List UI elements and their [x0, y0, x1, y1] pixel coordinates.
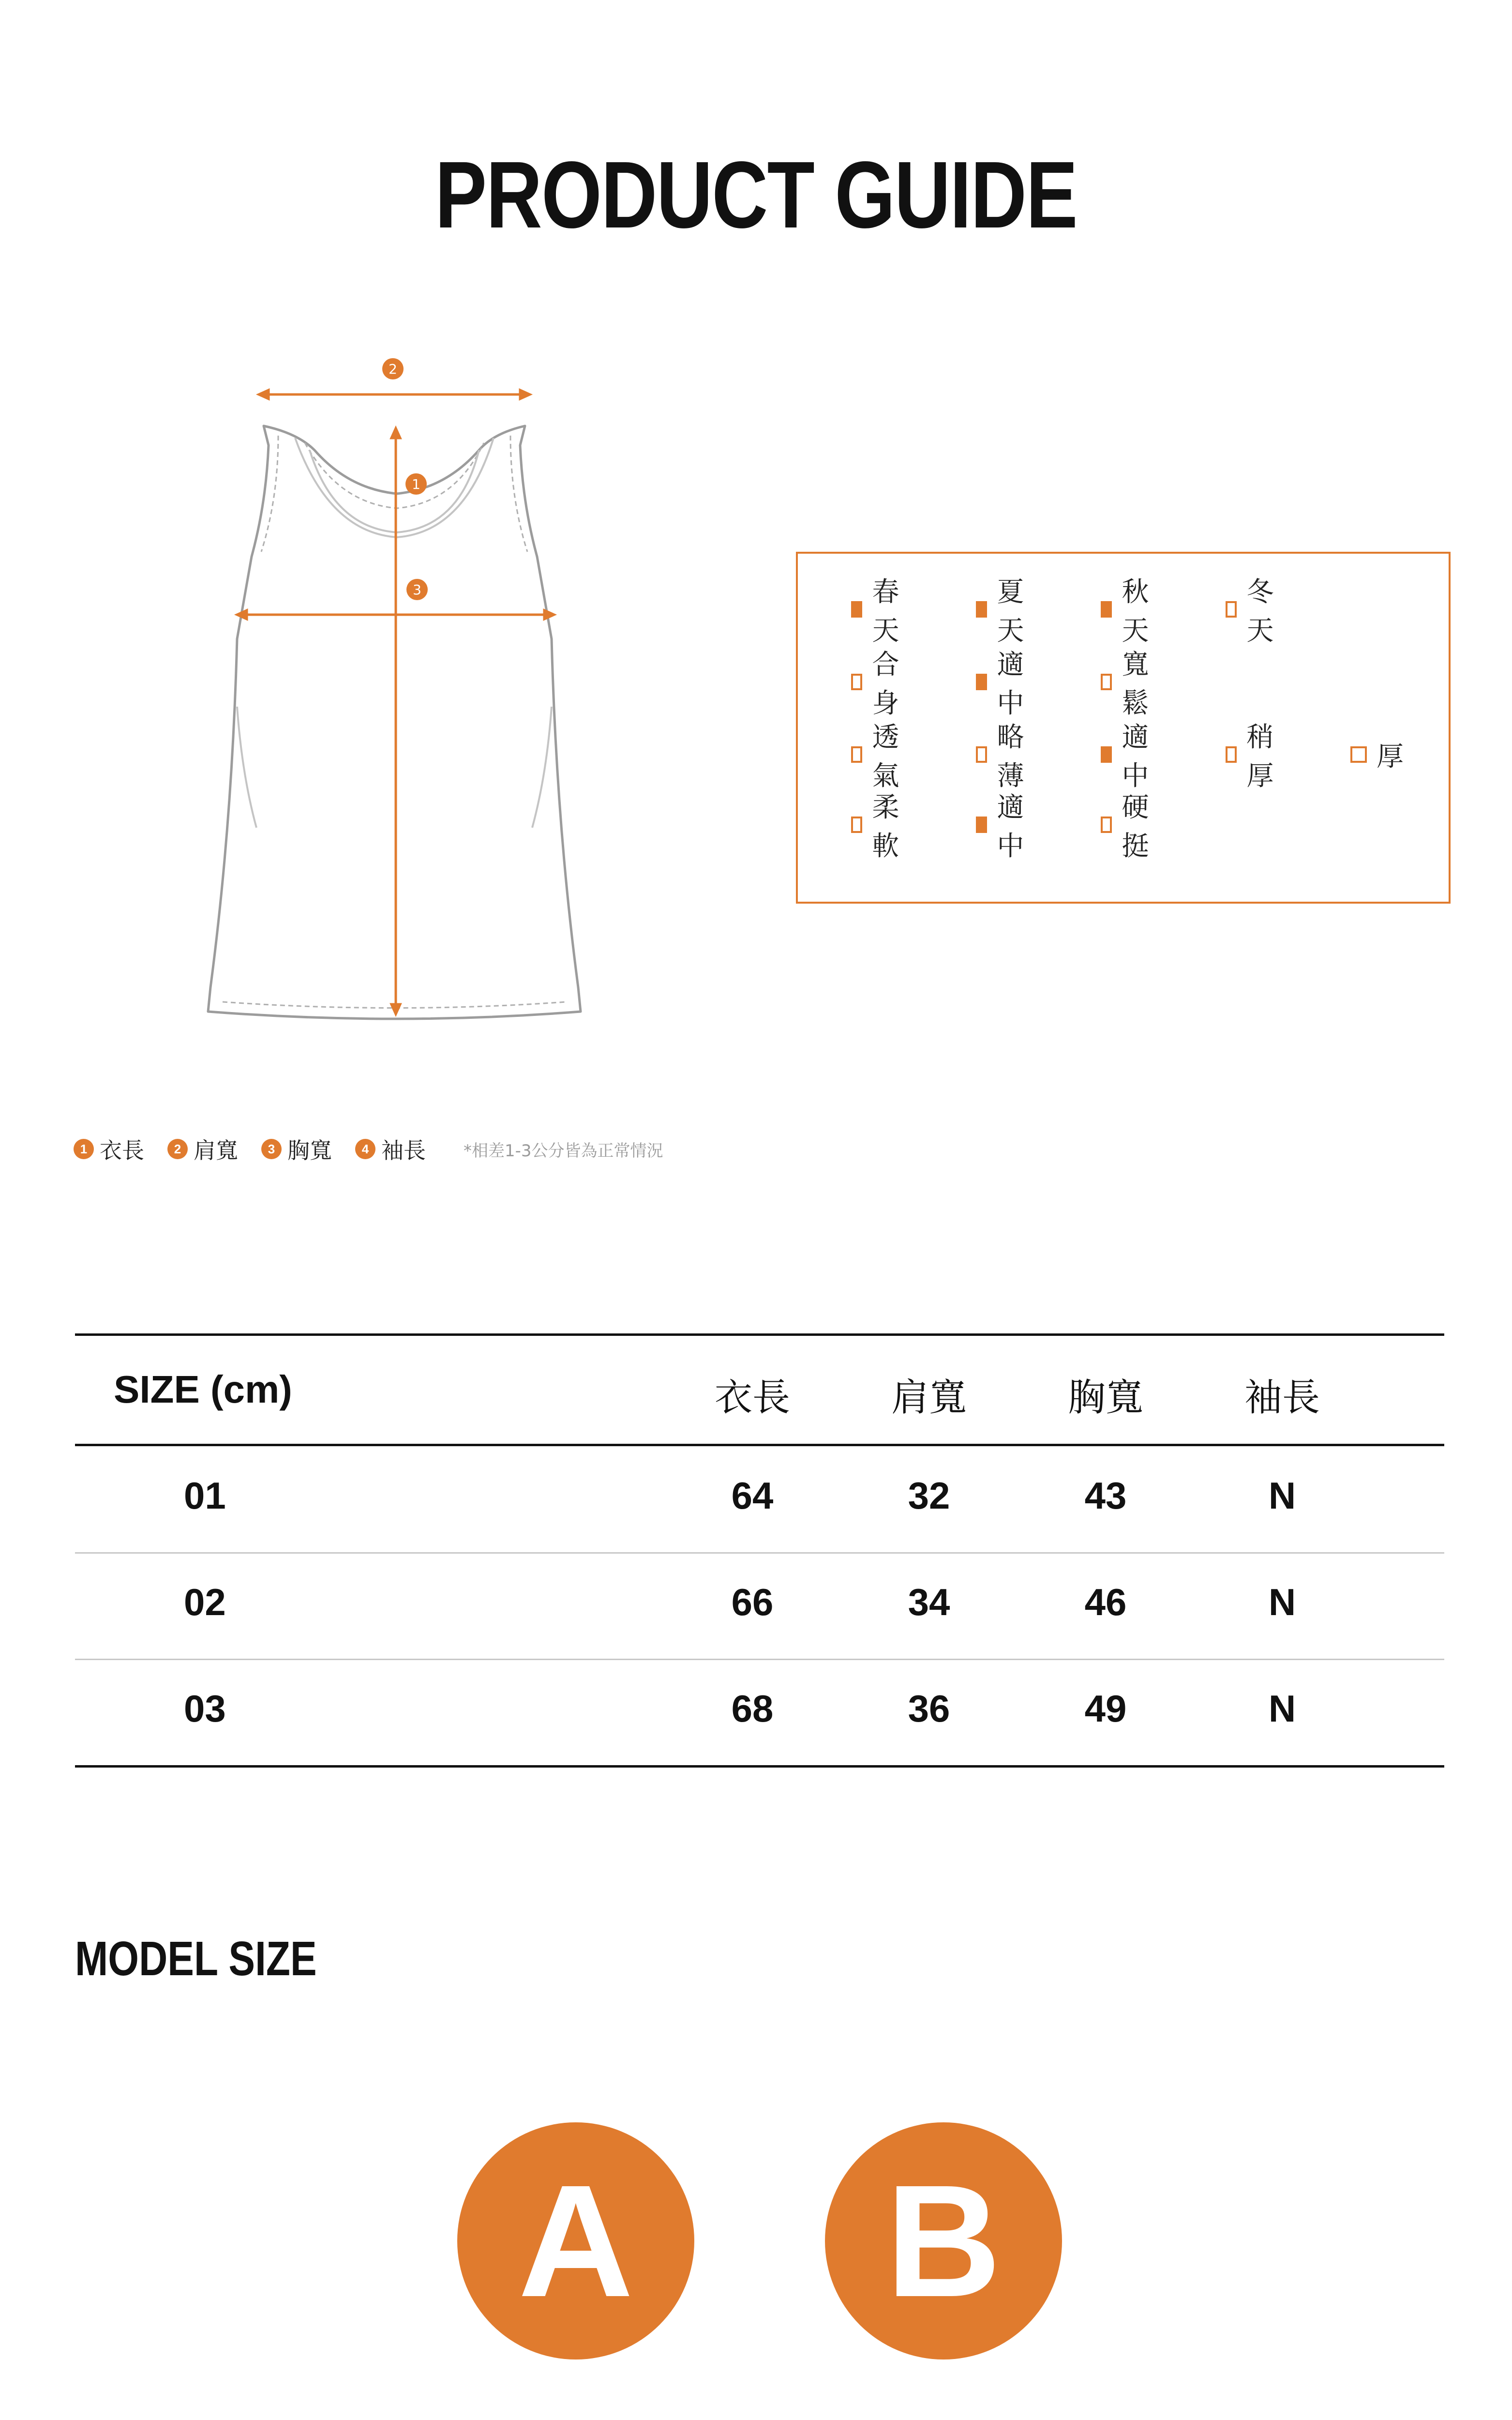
- legend-item: [167, 1133, 238, 1165]
- legend-item: [261, 1133, 332, 1165]
- legend-number-icon: 4: [355, 1139, 375, 1159]
- unchecked-box-icon: [1226, 746, 1237, 763]
- size-label: 02: [184, 1581, 226, 1623]
- feature-item: [976, 722, 1029, 792]
- size-label: 03: [184, 1687, 226, 1730]
- feature-label: 冬天: [1246, 576, 1274, 647]
- marker-shoulder: 2: [389, 361, 397, 377]
- size-value: 32: [908, 1474, 950, 1517]
- size-value: N: [1268, 1474, 1296, 1517]
- legend-label: 衣長: [100, 1137, 144, 1164]
- feature-label: 適中: [997, 792, 1024, 862]
- unchecked-box-icon: [1350, 746, 1367, 763]
- feature-label: 硬挺: [1122, 792, 1149, 862]
- feature-label: 秋天: [1122, 576, 1149, 647]
- unchecked-box-icon: [1101, 674, 1112, 690]
- table-rule: [75, 1765, 1444, 1768]
- feature-item: [1226, 722, 1279, 792]
- checked-box-icon: [851, 601, 862, 618]
- column-header: 衣長: [714, 1376, 790, 1420]
- unchecked-box-icon: [851, 746, 862, 763]
- unchecked-box-icon: [1226, 601, 1237, 618]
- marker-chest: 3: [413, 582, 421, 598]
- checked-box-icon: [976, 674, 987, 690]
- size-value: 68: [731, 1687, 774, 1730]
- checked-box-icon: [1101, 601, 1112, 618]
- feature-item: [976, 576, 1029, 647]
- feature-label: 合身: [872, 649, 899, 719]
- feature-item: [851, 722, 904, 792]
- feature-label: 適中: [1122, 722, 1149, 792]
- checked-box-icon: [976, 817, 987, 833]
- legend-item: [355, 1133, 426, 1165]
- tank-top-diagram: [194, 339, 600, 1026]
- size-value: 46: [1084, 1581, 1127, 1623]
- size-value: 66: [731, 1581, 774, 1623]
- feature-item: [1226, 576, 1279, 647]
- table-rule: [75, 1333, 1444, 1336]
- size-value: 64: [731, 1474, 774, 1517]
- column-header: 胸寬: [1067, 1376, 1143, 1420]
- unchecked-box-icon: [1101, 817, 1112, 833]
- feature-label: 春天: [872, 576, 899, 647]
- legend-label: 肩寬: [194, 1137, 238, 1164]
- feature-label: 寬鬆: [1122, 649, 1149, 719]
- feature-item: [1350, 738, 1404, 771]
- model-size-title: MODEL SIZE: [75, 1932, 317, 1986]
- table-rule: [75, 1444, 1444, 1446]
- feature-item: [851, 792, 904, 862]
- feature-label: 夏天: [997, 576, 1024, 647]
- fabric-feature-box: [796, 552, 1451, 904]
- marker-length: 1: [412, 476, 420, 492]
- legend-number-icon: 3: [261, 1139, 282, 1159]
- feature-label: 適中: [997, 649, 1024, 719]
- unchecked-box-icon: [976, 746, 987, 763]
- feature-item: [851, 649, 904, 719]
- feature-label: 稍厚: [1246, 722, 1274, 792]
- legend-number-icon: 2: [167, 1139, 188, 1159]
- size-header: SIZE (cm): [114, 1368, 292, 1411]
- feature-item: [976, 649, 1029, 719]
- legend-label: 袖長: [381, 1137, 426, 1164]
- feature-label: 略薄: [997, 722, 1024, 792]
- page-title: PRODUCT GUIDE: [435, 142, 1077, 248]
- feature-item: [1101, 649, 1154, 719]
- model-badge: A: [457, 2122, 694, 2360]
- feature-item: [851, 576, 904, 647]
- legend-item: [74, 1133, 144, 1165]
- unchecked-box-icon: [851, 817, 862, 833]
- size-value: N: [1268, 1687, 1296, 1730]
- feature-item: [1101, 722, 1154, 792]
- size-value: 34: [908, 1581, 950, 1623]
- column-header: 袖長: [1244, 1376, 1320, 1420]
- measurement-legend: [74, 1135, 663, 1163]
- feature-label: 厚: [1377, 741, 1404, 772]
- size-label: 01: [184, 1474, 226, 1517]
- column-header: 肩寬: [891, 1376, 967, 1420]
- feature-item: [976, 792, 1029, 862]
- table-rule: [75, 1552, 1444, 1554]
- feature-item: [1101, 576, 1154, 647]
- model-badge: B: [825, 2122, 1062, 2360]
- unchecked-box-icon: [851, 674, 862, 690]
- size-value: 43: [1084, 1474, 1127, 1517]
- table-rule: [75, 1659, 1444, 1660]
- feature-label: 柔軟: [872, 792, 899, 862]
- legend-note: *相差1-3公分皆為正常情況: [464, 1141, 663, 1161]
- feature-item: [1101, 792, 1154, 862]
- checked-box-icon: [1101, 746, 1112, 763]
- feature-label: 透氣: [872, 722, 899, 792]
- legend-number-icon: 1: [74, 1139, 94, 1159]
- size-value: N: [1268, 1581, 1296, 1623]
- legend-label: 胸寬: [287, 1137, 332, 1164]
- size-value: 36: [908, 1687, 950, 1730]
- size-value: 49: [1084, 1687, 1127, 1730]
- checked-box-icon: [976, 601, 987, 618]
